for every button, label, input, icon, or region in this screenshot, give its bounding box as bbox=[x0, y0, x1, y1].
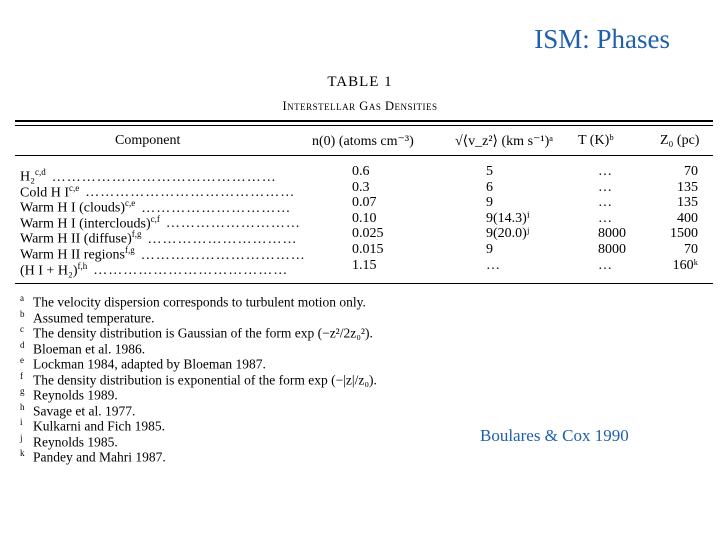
header-component: Component bbox=[115, 133, 181, 148]
row-leader-dots: ………………………………… bbox=[93, 263, 289, 279]
row-component: Warm H I (clouds) bbox=[20, 200, 126, 216]
footnote-text: Reynolds 1985. bbox=[33, 434, 118, 449]
row-density: 0.015 bbox=[352, 242, 384, 257]
header-temperature: T (K)ᵇ bbox=[578, 133, 614, 148]
row-velocity: 9(20.0)ʲ bbox=[486, 226, 529, 242]
footnote-mark: k bbox=[20, 448, 25, 458]
table-top-rule-thin bbox=[15, 125, 713, 126]
row-temperature: … bbox=[598, 210, 612, 226]
row-leader-dots: ………………………… bbox=[147, 232, 298, 248]
row-leader-dots: …………………………… bbox=[140, 247, 306, 263]
footnote-text: Kulkarni and Fich 1985. bbox=[33, 418, 165, 434]
row-density: 0.3 bbox=[352, 179, 370, 195]
row-velocity: … bbox=[486, 257, 500, 273]
row-footnote-marks: f,g bbox=[131, 229, 142, 240]
row-temperature: … bbox=[598, 164, 612, 179]
row-scale-height: 400 bbox=[677, 210, 698, 226]
row-velocity: 9 bbox=[486, 242, 493, 257]
footnote-mark: a bbox=[20, 293, 24, 303]
row-footnote-marks: c,f bbox=[150, 213, 160, 224]
row-density: 0.07 bbox=[352, 195, 377, 211]
footnote-mark: c bbox=[20, 324, 24, 334]
footnote-text: Pandey and Mahri 1987. bbox=[33, 449, 166, 465]
footnote-mark: d bbox=[20, 339, 25, 350]
row-footnote-marks: c,e bbox=[69, 182, 80, 193]
footnote-text: The velocity dispersion corresponds to turbulent motion only. bbox=[33, 294, 366, 310]
row-leader-dots: ……………………………………… bbox=[51, 169, 277, 185]
footnote-mark: i bbox=[20, 417, 23, 427]
row-velocity: 5 bbox=[486, 164, 493, 179]
table-row bbox=[20, 258, 288, 280]
row-temperature: 8000 bbox=[598, 226, 626, 242]
row-scale-height: 135 bbox=[677, 195, 698, 211]
row-leader-dots: ……………………… bbox=[165, 216, 301, 232]
row-footnote-marks: c,e bbox=[125, 198, 136, 209]
table-number: TABLE 1 bbox=[327, 74, 393, 90]
row-velocity: 6 bbox=[486, 179, 493, 195]
footnote-text: The density distribution is Gaussian of the form exp (−z²/2z₀²). bbox=[33, 325, 373, 341]
row-scale-height: 1500 bbox=[670, 226, 698, 242]
row-scale-height: 70 bbox=[684, 164, 698, 179]
slide-title: ISM: Phases bbox=[534, 24, 670, 54]
citation: Boulares & Cox 1990 bbox=[480, 426, 629, 445]
row-component: Warm H II regions bbox=[20, 247, 126, 263]
header-z0: Z₀ (pc) bbox=[660, 133, 700, 148]
footnote-text: Reynolds 1989. bbox=[33, 387, 118, 403]
row-scale-height: 160ᵏ bbox=[672, 257, 698, 273]
footnote-text: Bloeman et al. 1986. bbox=[33, 341, 146, 356]
table-top-rule bbox=[15, 120, 713, 122]
footnote-mark: e bbox=[20, 355, 24, 365]
row-velocity: 9 bbox=[486, 195, 493, 211]
footnote bbox=[20, 446, 166, 465]
row-temperature: … bbox=[598, 179, 612, 195]
row-component: H₂ bbox=[20, 169, 35, 185]
row-temperature: … bbox=[598, 257, 612, 273]
row-leader-dots: …………………………………… bbox=[85, 185, 296, 201]
row-component: Warm H II (diffuse) bbox=[20, 232, 132, 248]
footnote-text: Lockman 1984, adapted by Bloeman 1987. bbox=[33, 356, 266, 372]
row-density: 0.025 bbox=[352, 226, 384, 242]
footnote-text: Savage et al. 1977. bbox=[33, 403, 136, 418]
table-bottom-rule bbox=[15, 283, 713, 284]
row-density: 1.15 bbox=[352, 257, 377, 273]
row-density: 0.10 bbox=[352, 210, 377, 226]
row-scale-height: 135 bbox=[677, 179, 698, 195]
footnote-text: Assumed temperature. bbox=[33, 310, 155, 325]
row-temperature: … bbox=[598, 195, 612, 211]
footnote-mark: h bbox=[20, 401, 25, 412]
row-leader-dots: ………………………… bbox=[141, 200, 292, 216]
row-scale-height: 70 bbox=[684, 242, 698, 257]
row-footnote-marks: f,g bbox=[125, 245, 135, 255]
header-rule bbox=[15, 155, 713, 156]
row-density: 0.6 bbox=[352, 164, 370, 179]
footnote-mark: j bbox=[20, 432, 23, 443]
row-temperature: 8000 bbox=[598, 242, 626, 257]
footnote-mark: b bbox=[20, 308, 25, 319]
footnote-mark: f bbox=[20, 370, 23, 381]
row-component: (H I + H₂) bbox=[20, 263, 78, 279]
table-name: Interstellar Gas Densities bbox=[282, 99, 438, 113]
header-velocity: √⟨v_z²⟩ (km s⁻¹)ᵃ bbox=[455, 134, 554, 149]
header-n0: n(0) (atoms cm⁻³) bbox=[312, 134, 414, 149]
row-component: Cold H I bbox=[20, 185, 69, 201]
footnote-text: The density distribution is exponential of the form exp (−|z|/z₀). bbox=[33, 372, 377, 387]
row-footnote-marks: c,d bbox=[35, 167, 46, 177]
footnote-mark: g bbox=[20, 386, 25, 396]
row-velocity: 9(14.3)ⁱ bbox=[486, 210, 530, 226]
row-component: Warm H I (interclouds) bbox=[20, 216, 151, 232]
row-footnote-marks: f,h bbox=[77, 260, 88, 271]
